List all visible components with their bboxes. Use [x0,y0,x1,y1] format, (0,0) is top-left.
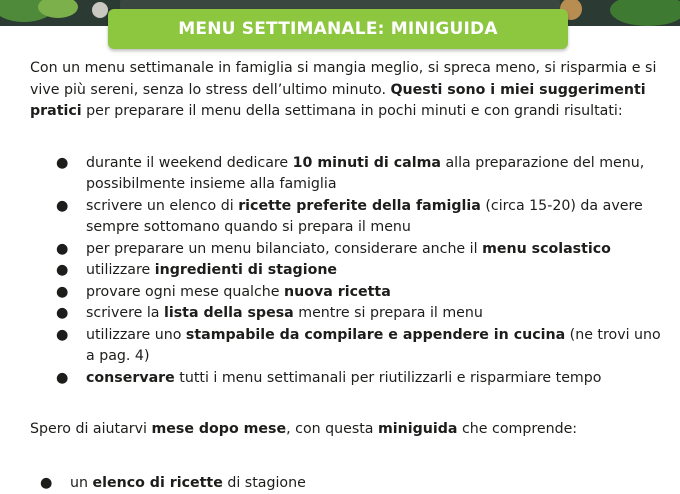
contents-list [30,473,666,494]
document-body [30,58,666,494]
contents-bold-text: elenco di ricette [93,475,223,491]
herb-leaf-shape [610,0,680,26]
tip-text: scrivere la [86,305,164,321]
tip-bold-text: menu scolastico [482,241,611,257]
tip-bold-text: conservare [86,370,175,386]
bullet-icon: ● [56,325,68,347]
tip-bold-text: stampabile da compilare e appendere in cucina [186,327,565,343]
outro-paragraph [30,419,666,441]
page-title: MENU SETTIMANALE: MINIGUIDA [178,19,497,39]
bullet-icon: ● [56,282,68,304]
list-item [30,239,666,261]
vegetable-leaf-shape [38,0,78,18]
list-item [30,153,666,196]
bullet-icon: ● [56,303,68,325]
tip-bold-text: nuova ricetta [284,284,391,300]
tip-bold-text: lista della spesa [164,305,294,321]
contents-text: un [70,475,93,491]
intro-paragraph [30,58,666,123]
tip-text: provare ogni mese qualche [86,284,284,300]
list-item [30,473,666,494]
bullet-icon: ● [56,153,68,175]
outro-bold-text: mese dopo mese [151,421,286,437]
list-item [30,196,666,239]
tip-text: scrivere un elenco di [86,198,238,214]
tip-text: durante il weekend dedicare [86,155,293,171]
list-item [30,325,666,368]
list-item [30,260,666,282]
intro-text: per preparare il menu della settimana in pochi minuti e con grandi risultati: [82,103,623,119]
bullet-icon: ● [56,368,68,390]
tip-text: alla preparazione del menu, possibilmente insieme alla famiglia [86,155,644,193]
bullet-icon: ● [56,260,68,282]
tip-text: per preparare un menu bilanciato, considerare anche il [86,241,482,257]
tip-bold-text: ingredienti di stagione [155,262,337,278]
tips-list [30,153,666,390]
page-title-banner [108,9,568,49]
list-item [30,282,666,304]
outro-text: Spero di aiutarvi [30,421,151,437]
bullet-icon: ● [56,196,68,218]
tip-text: mentre si prepara il menu [294,305,483,321]
intro-bold-text: Questi sono i miei suggerimenti pratici [30,82,646,120]
tip-text: utilizzare [86,262,155,278]
tip-text: (ne trovi uno a pag. 4) [86,327,661,365]
list-item [30,303,666,325]
tip-text: utilizzare uno [86,327,186,343]
bullet-icon: ● [56,239,68,261]
tip-text: tutti i menu settimanali per riutilizzarli e risparmiare tempo [175,370,602,386]
tip-text: (circa 15-20) da avere sempre sottomano quando si prepara il menu [86,198,643,236]
bullet-icon: ● [40,473,52,494]
contents-text: di stagione [223,475,306,491]
list-item [30,368,666,390]
outro-bold-text: miniguida [378,421,457,437]
outro-text: che comprende: [457,421,577,437]
tip-bold-text: ricette preferite della famiglia [238,198,481,214]
tip-bold-text: 10 minuti di calma [293,155,441,171]
outro-text: , con questa [286,421,378,437]
onion-shape [92,2,108,18]
intro-text: Con un menu settimanale in famiglia si mangia meglio, si spreca meno, si risparmia e si vive più sereni, senza lo stress dell’ultimo minuto. [30,60,656,98]
